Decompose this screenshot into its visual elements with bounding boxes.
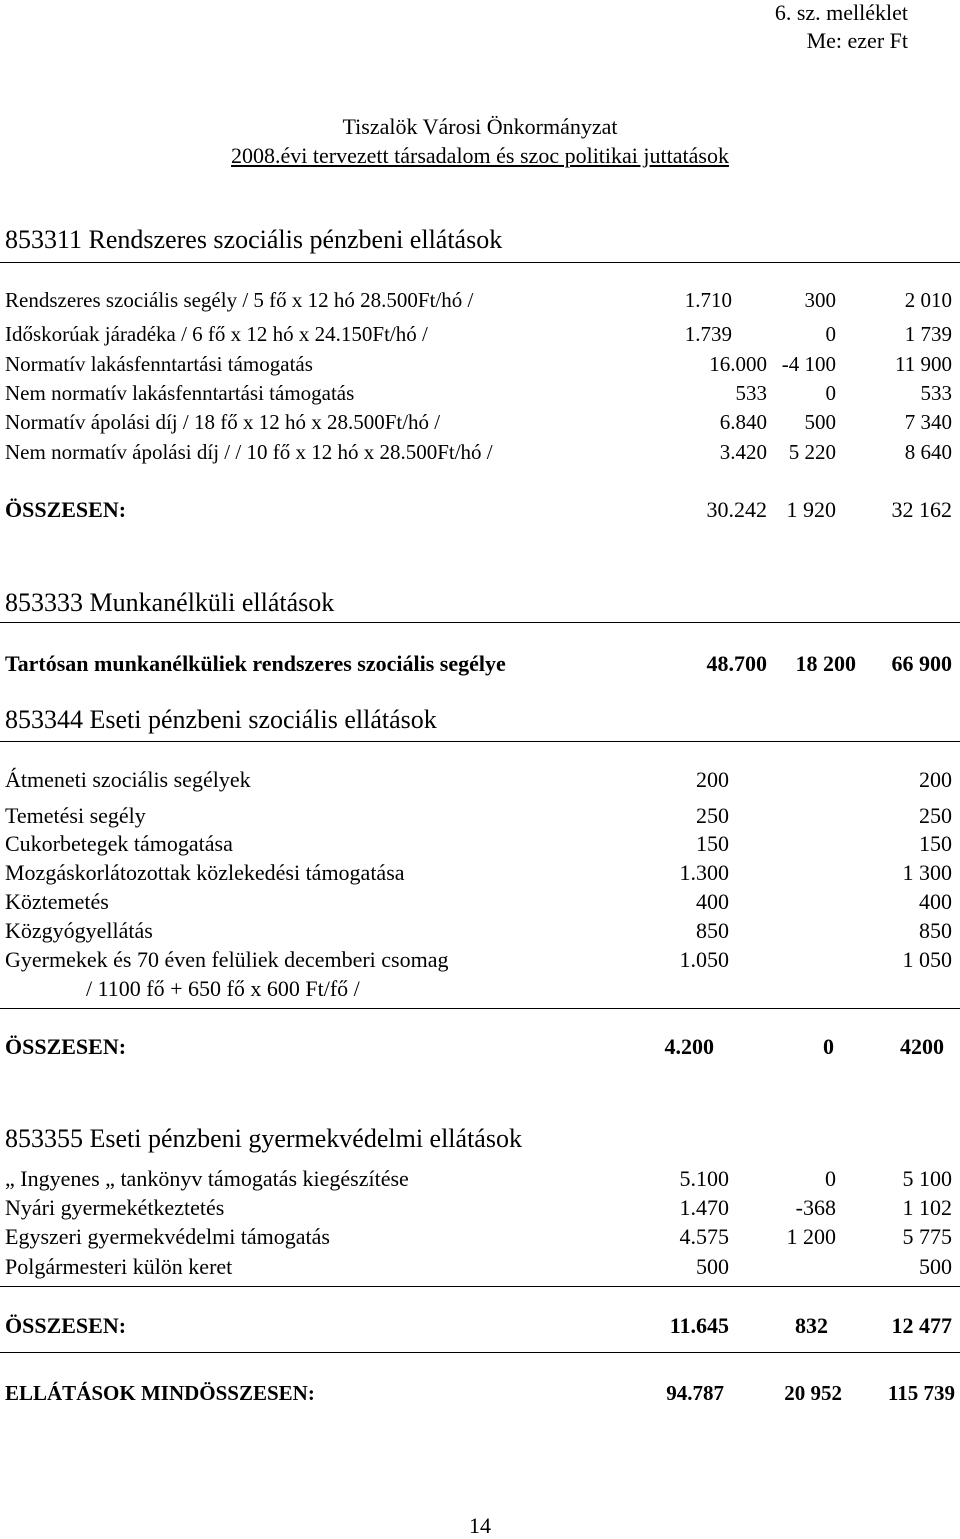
- row-label: Egyszeri gyermekvédelmi támogatás: [5, 1224, 330, 1249]
- value-total: 150: [919, 831, 952, 856]
- row-label: Polgármesteri külön keret: [5, 1254, 233, 1279]
- section-rule: [0, 1008, 960, 1009]
- section-heading-853311: 853311 Rendszeres szociális pénzbeni ellátások: [5, 225, 503, 254]
- value-change: 0: [825, 381, 836, 405]
- value-total: 11 900: [895, 352, 952, 376]
- value-plan: 500: [696, 1254, 729, 1279]
- total-label: ÖSSZESEN:: [5, 497, 127, 522]
- total-sum: 32 162: [891, 497, 952, 522]
- total-plan: 11.645: [669, 1313, 729, 1338]
- section-rule: [0, 741, 960, 742]
- value-total: 200: [919, 767, 952, 792]
- value-change: 5 220: [788, 440, 836, 464]
- row-label: Közgyógyellátás: [5, 918, 153, 943]
- value-plan: 1.710: [684, 288, 732, 312]
- total-change: 1 920: [786, 497, 836, 522]
- value-change: 0: [825, 322, 836, 346]
- org-name: Tiszalök Városi Önkormányzat: [342, 114, 618, 139]
- value-plan: 400: [696, 889, 729, 914]
- row-label: Nem normatív lakásfenntartási támogatás: [5, 381, 355, 405]
- value-change: 500: [804, 410, 836, 434]
- value-plan: 3.420: [719, 440, 767, 464]
- grand-total-label: ELLÁTÁSOK MINDÖSSZESEN:: [5, 1381, 315, 1405]
- value-total: 400: [919, 889, 952, 914]
- section-heading-853355: 853355 Eseti pénzbeni gyermekvédelmi ellátások: [5, 1124, 522, 1153]
- document-title: 2008.évi tervezett társadalom és szoc politikai juttatások: [231, 143, 729, 168]
- row-label: Nyári gyermekétkeztetés: [5, 1195, 225, 1220]
- section-rule: [0, 1352, 960, 1353]
- value-plan: 48.700: [706, 651, 767, 676]
- value-total: 1 300: [902, 860, 952, 885]
- row-note: / 1100 fő + 650 fő x 600 Ft/fő /: [86, 976, 360, 1001]
- row-label: Tartósan munkanélküliek rendszeres szociális segélye: [5, 651, 506, 676]
- value-total: 7 340: [904, 410, 952, 434]
- total-change: 832: [795, 1313, 828, 1338]
- section-rule: [0, 262, 960, 263]
- row-label: Normatív ápolási díj / 18 fő x 12 hó x 28.500Ft/hó /: [5, 410, 441, 434]
- annex-label: 6. sz. melléklet: [774, 0, 908, 25]
- value-total: 1 739: [904, 322, 952, 346]
- total-plan: 30.242: [706, 497, 767, 522]
- value-plan: 1.470: [679, 1195, 729, 1220]
- value-plan: 5.100: [679, 1166, 729, 1191]
- value-change: -368: [795, 1195, 836, 1220]
- value-plan: 1.300: [679, 860, 729, 885]
- value-total: 533: [920, 381, 952, 405]
- row-label: Temetési segély: [5, 803, 146, 828]
- value-total: 5 775: [902, 1224, 952, 1249]
- value-plan: 250: [696, 803, 729, 828]
- unit-label: Me: ezer Ft: [806, 28, 908, 53]
- value-total: 850: [919, 918, 952, 943]
- value-change: 0: [825, 1166, 836, 1191]
- total-plan: 4.200: [664, 1034, 714, 1059]
- value-total: 8 640: [904, 440, 952, 464]
- row-label: Cukorbetegek támogatása: [5, 831, 233, 856]
- grand-total-change: 20 952: [784, 1381, 842, 1405]
- value-total: 250: [919, 803, 952, 828]
- value-total: 1 050: [902, 947, 952, 972]
- row-label: Mozgáskorlátozottak közlekedési támogatása: [5, 860, 405, 885]
- row-label: Rendszeres szociális segély / 5 fő x 12 hó 28.500Ft/hó /: [5, 288, 474, 312]
- value-change: 300: [804, 288, 836, 312]
- value-total: 5 100: [902, 1166, 952, 1191]
- value-plan: 6.840: [719, 410, 767, 434]
- total-sum: 4200: [900, 1034, 944, 1059]
- row-label: Gyermekek és 70 éven felüliek decemberi csomag: [5, 947, 449, 972]
- value-change: -4 100: [781, 352, 836, 376]
- value-change: 1 200: [786, 1224, 836, 1249]
- total-change: 0: [823, 1034, 834, 1059]
- value-plan: 533: [735, 381, 767, 405]
- value-total: 66 900: [891, 651, 952, 676]
- row-label: Átmeneti szociális segélyek: [5, 767, 251, 792]
- value-change: 18 200: [795, 651, 856, 676]
- row-label: Nem normatív ápolási díj / / 10 fő x 12 hó x 28.500Ft/hó /: [5, 440, 493, 464]
- section-rule: [0, 622, 960, 623]
- row-label: „ Ingyenes „ tankönyv támogatás kiegészítése: [5, 1166, 409, 1191]
- section-heading-853344: 853344 Eseti pénzbeni szociális ellátások: [5, 705, 437, 734]
- row-label: Köztemetés: [5, 889, 109, 914]
- section-heading-853333: 853333 Munkanélküli ellátások: [5, 588, 335, 617]
- value-plan: 1.739: [684, 322, 732, 346]
- value-total: 500: [919, 1254, 952, 1279]
- value-plan: 200: [696, 767, 729, 792]
- total-sum: 12 477: [891, 1313, 952, 1338]
- total-label: ÖSSZESEN:: [5, 1313, 127, 1338]
- value-plan: 1.050: [679, 947, 729, 972]
- value-plan: 4.575: [679, 1224, 729, 1249]
- total-label: ÖSSZESEN:: [5, 1034, 127, 1059]
- grand-total-sum: 115 739: [887, 1381, 955, 1405]
- value-plan: 150: [696, 831, 729, 856]
- row-label: Normatív lakásfenntartási támogatás: [5, 352, 313, 376]
- value-total: 1 102: [902, 1195, 952, 1220]
- value-total: 2 010: [904, 288, 952, 312]
- row-label: Időskorúak járadéka / 6 fő x 12 hó x 24.150Ft/hó /: [5, 322, 428, 346]
- section-rule: [0, 1286, 960, 1287]
- page-number: 14: [469, 1513, 491, 1538]
- grand-total-plan: 94.787: [666, 1381, 724, 1405]
- value-plan: 16.000: [709, 352, 767, 376]
- value-plan: 850: [696, 918, 729, 943]
